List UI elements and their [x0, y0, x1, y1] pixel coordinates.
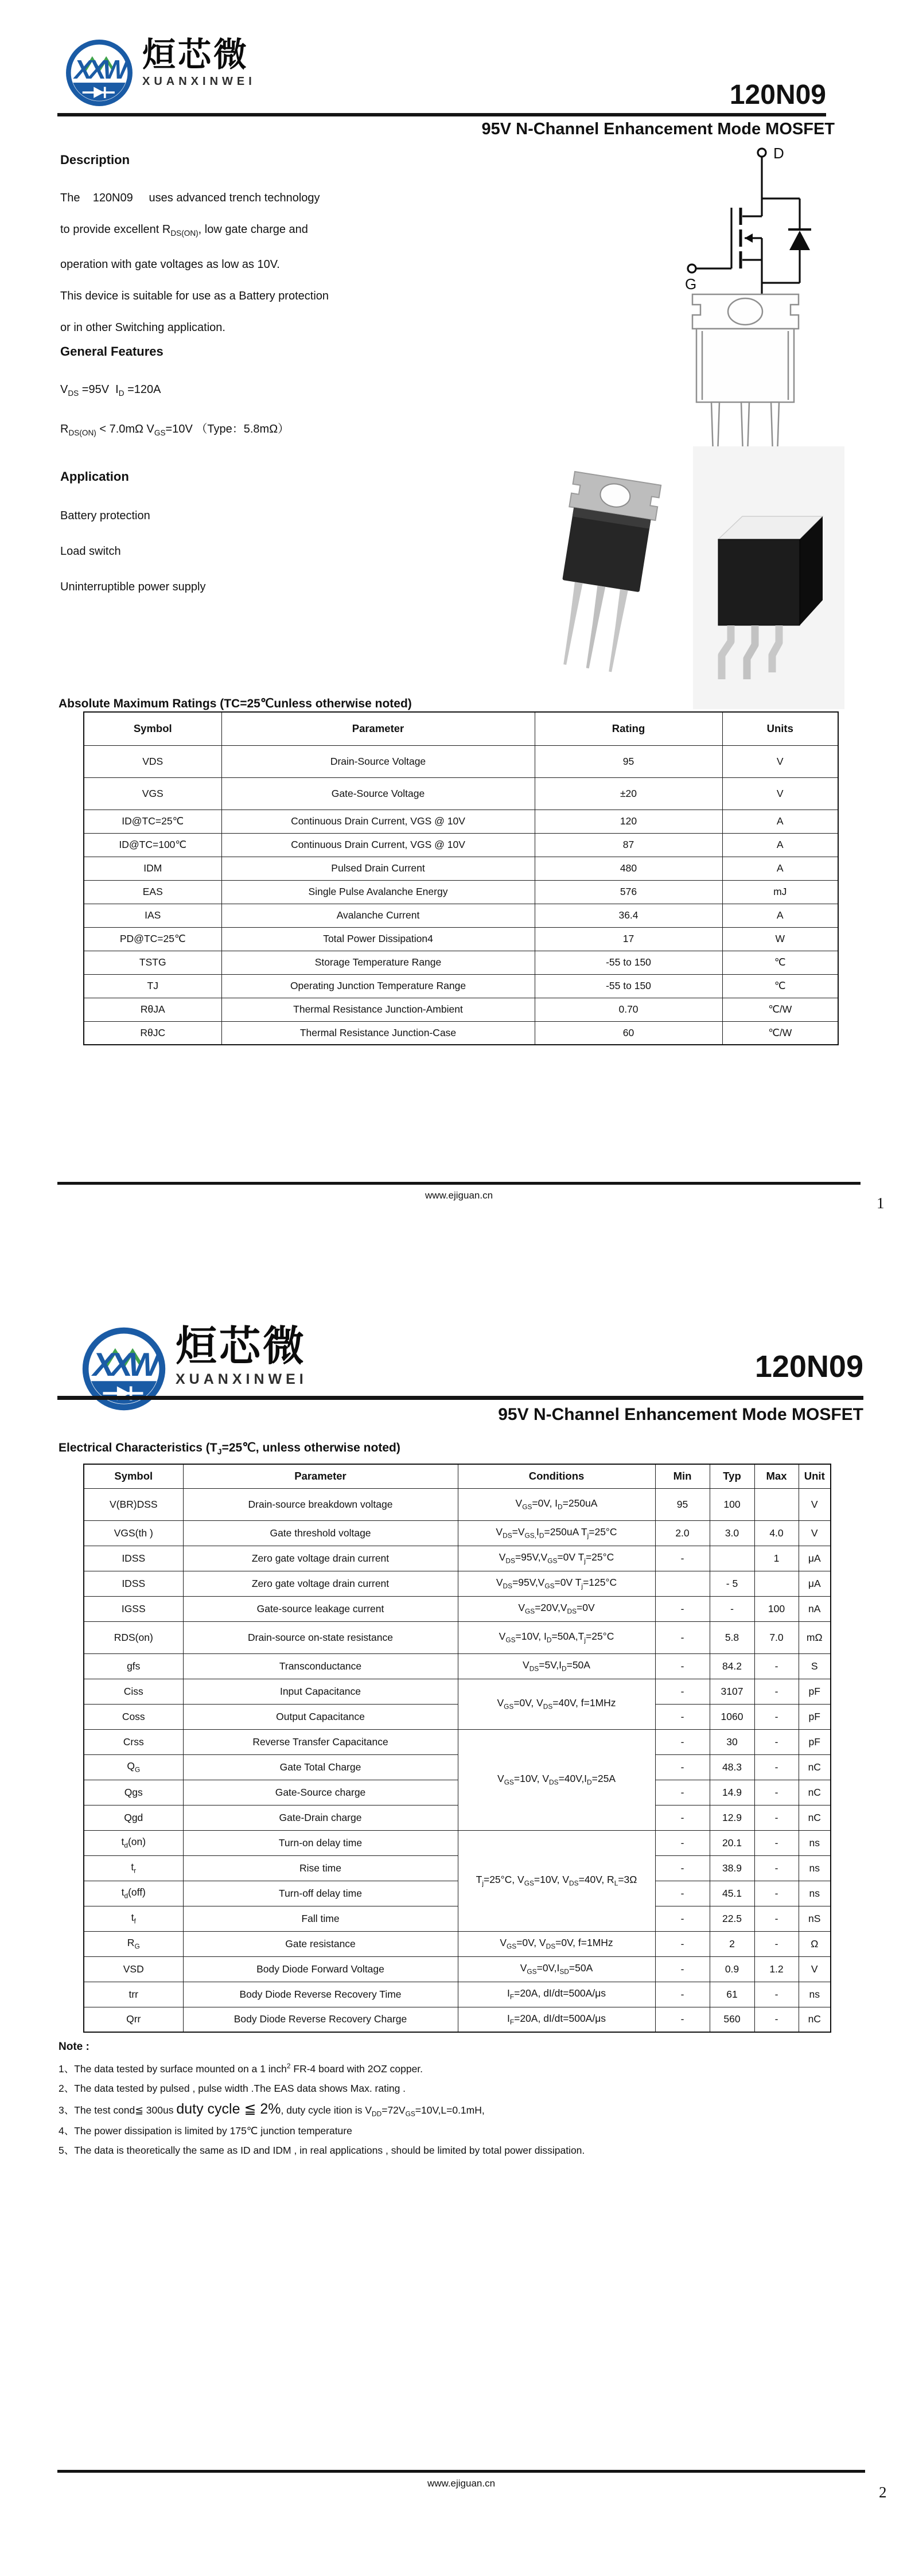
table-header-row: [84, 712, 838, 745]
symbol-cell: VGS: [84, 777, 221, 810]
min-cell: 2.0: [655, 1520, 710, 1546]
table-row: [84, 1621, 831, 1653]
min-cell: -: [655, 1653, 710, 1679]
table-row: [84, 1830, 831, 1855]
min-cell: -: [655, 1546, 710, 1571]
typ-cell: 20.1: [710, 1830, 754, 1855]
symbol-cell: ID@TC=100℃: [84, 833, 221, 857]
table-row: [84, 1931, 831, 1956]
parameter-cell: Zero gate voltage drain current: [183, 1546, 458, 1571]
typ-cell: 5.8: [710, 1621, 754, 1653]
parameter-cell: Avalanche Current: [221, 904, 535, 927]
application-item: Uninterruptible power supply: [60, 581, 206, 593]
parameter-cell: Fall time: [183, 1906, 458, 1931]
table-row: [84, 1520, 831, 1546]
rating-cell: 17: [535, 927, 722, 951]
max-cell: 100: [754, 1596, 799, 1621]
svg-text:XXW: XXW: [74, 54, 124, 84]
max-cell: 7.0: [754, 1621, 799, 1653]
table-row: [84, 1881, 831, 1906]
units-cell: ℃: [722, 951, 838, 974]
table-row: [84, 1704, 831, 1729]
symbol-cell: $t_f$: [84, 1906, 183, 1931]
table-row: [84, 998, 838, 1021]
symbol-cell: TSTG: [84, 951, 221, 974]
part-number-title: 120N09: [754, 1349, 863, 1384]
parameter-cell: Rise time: [183, 1855, 458, 1881]
unit-cell: Ω: [799, 1931, 831, 1956]
unit-cell: nC: [799, 1805, 831, 1830]
rating-cell: 60: [535, 1021, 722, 1045]
table-row: [84, 1982, 831, 2007]
table-row: [84, 1956, 831, 1982]
note-item: 1、The data tested by surface mounted on a 1 inch$^2$ FR-4 board with 2OZ copper.: [59, 2062, 423, 2075]
symbol-cell: $t_d(off)$: [84, 1881, 183, 1906]
footer-rule: [57, 1182, 861, 1185]
table-row: [84, 1488, 831, 1520]
min-cell: -: [655, 1704, 710, 1729]
part-number-title: 120N09: [729, 80, 826, 110]
rating-cell: 480: [535, 857, 722, 880]
table-row: [84, 1679, 831, 1704]
conditions-cell: $V_{DS}=95V,V_{GS}=0V$ $T_j=125^\circ C$: [458, 1571, 655, 1596]
column-header: Unit: [799, 1464, 831, 1488]
typ-cell: 61: [710, 1982, 754, 2007]
table-row: [84, 1596, 831, 1621]
symbol-cell: Ciss: [84, 1679, 183, 1704]
min-cell: -: [655, 1780, 710, 1805]
table-row: [84, 880, 838, 904]
column-header: Symbol: [84, 712, 221, 745]
unit-cell: V: [799, 1956, 831, 1982]
parameter-cell: Drain-Source Voltage: [221, 745, 535, 777]
application-item: Load switch: [60, 545, 121, 558]
parameter-cell: Zero gate voltage drain current: [183, 1571, 458, 1596]
parameter-cell: Total Power Dissipation4: [221, 927, 535, 951]
column-header: Parameter: [183, 1464, 458, 1488]
min-cell: -: [655, 1621, 710, 1653]
description-text: [60, 182, 519, 344]
conditions-cell: $V_{GS}=20V,V_{DS}=0V$: [458, 1596, 655, 1621]
abs-max-table: [83, 711, 839, 1045]
max-cell: -: [754, 1704, 799, 1729]
min-cell: -: [655, 1855, 710, 1881]
conditions-cell: $I_F=20A$, dI/dt=500A/μs: [458, 2007, 655, 2032]
parameter-cell: Gate threshold voltage: [183, 1520, 458, 1546]
max-cell: -: [754, 1855, 799, 1881]
parameter-cell: Gate-Source charge: [183, 1780, 458, 1805]
table-row: [84, 1754, 831, 1780]
units-cell: A: [722, 833, 838, 857]
parameter-cell: Gate resistance: [183, 1931, 458, 1956]
company-logo: [64, 38, 256, 108]
table-row: [84, 1653, 831, 1679]
min-cell: -: [655, 1679, 710, 1704]
unit-cell: pF: [799, 1729, 831, 1754]
unit-cell: ns: [799, 1830, 831, 1855]
symbol-cell: IDSS: [84, 1571, 183, 1596]
rating-cell: 120: [535, 810, 722, 833]
parameter-cell: Gate-Source Voltage: [221, 777, 535, 810]
rating-cell: 36.4: [535, 904, 722, 927]
typ-cell: 48.3: [710, 1754, 754, 1780]
parameter-cell: Continuous Drain Current, VGS @ 10V: [221, 833, 535, 857]
description-line: or in other Switching application.: [60, 321, 225, 334]
typ-cell: 560: [710, 2007, 754, 2032]
feature-line: $R_{DS(ON)} < 7.0m\Omega$ $V_{GS}=10V$ （Type：5.8mΩ）: [60, 423, 290, 437]
max-cell: -: [754, 1780, 799, 1805]
unit-cell: V: [799, 1488, 831, 1520]
abs-max-title: Absolute Maximum Ratings (TC=25℃unless otherwise noted): [59, 697, 412, 710]
parameter-cell: Reverse Transfer Capacitance: [183, 1729, 458, 1754]
symbol-cell: V(BR)DSS: [84, 1488, 183, 1520]
notes-section: [59, 2041, 862, 2162]
drain-label: D: [773, 145, 784, 162]
parameter-cell: Output Capacitance: [183, 1704, 458, 1729]
footer-rule: [57, 2470, 865, 2473]
max-cell: [754, 1488, 799, 1520]
max-cell: -: [754, 1906, 799, 1931]
units-cell: A: [722, 857, 838, 880]
application-heading: Application: [60, 469, 129, 484]
conditions-cell: $V_{DS}=95V,V_{GS}=0V$ $T_j=25^\circ C$: [458, 1546, 655, 1571]
unit-cell: nC: [799, 2007, 831, 2032]
typ-cell: 2: [710, 1931, 754, 1956]
table-row: [84, 2007, 831, 2032]
conditions-cell: $V_{GS}=0V,I_{SD}=50A$: [458, 1956, 655, 1982]
max-cell: -: [754, 1982, 799, 2007]
symbol-cell: gfs: [84, 1653, 183, 1679]
unit-cell: nA: [799, 1596, 831, 1621]
typ-cell: 0.9: [710, 1956, 754, 1982]
symbol-cell: TJ: [84, 974, 221, 998]
conditions-cell: $V_{GS}=0V$, $I_D=250uA$: [458, 1488, 655, 1520]
unit-cell: V: [799, 1520, 831, 1546]
table-row: [84, 927, 838, 951]
min-cell: -: [655, 1956, 710, 1982]
min-cell: -: [655, 1881, 710, 1906]
brand-name-en: XUANXINWEI: [142, 75, 256, 88]
symbol-cell: ID@TC=25℃: [84, 810, 221, 833]
table-row: [84, 833, 838, 857]
brand-name-cn: 烜芯微: [142, 36, 250, 73]
conditions-cell: $T_j=25^\circ C$, $V_{GS}=10V$, $V_{DS}=40V$, $R_L=3\Omega$: [458, 1830, 655, 1931]
max-cell: 1: [754, 1546, 799, 1571]
units-cell: ℃/W: [722, 998, 838, 1021]
table-row: [84, 777, 838, 810]
parameter-cell: Body Diode Reverse Recovery Time: [183, 1982, 458, 2007]
parameter-cell: Pulsed Drain Current: [221, 857, 535, 880]
parameter-cell: Body Diode Forward Voltage: [183, 1956, 458, 1982]
symbol-cell: Qrr: [84, 2007, 183, 2032]
parameter-cell: Turn-off delay time: [183, 1881, 458, 1906]
rating-cell: ±20: [535, 777, 722, 810]
symbol-cell: PD@TC=25℃: [84, 927, 221, 951]
max-cell: -: [754, 1754, 799, 1780]
typ-cell: 30: [710, 1729, 754, 1754]
max-cell: [754, 1571, 799, 1596]
description-line: to provide excellent $R_{DS(ON)}$, low gate charge and: [60, 223, 308, 238]
typ-cell: 1060: [710, 1704, 754, 1729]
unit-cell: nS: [799, 1906, 831, 1931]
feature-line: $V_{DS} =95V$ $I_D =120A$: [60, 383, 161, 398]
brand-name-cn: 烜芯微: [176, 1324, 307, 1369]
unit-cell: mΩ: [799, 1621, 831, 1653]
rating-cell: 0.70: [535, 998, 722, 1021]
parameter-cell: Drain-source breakdown voltage: [183, 1488, 458, 1520]
unit-cell: ns: [799, 1881, 831, 1906]
max-cell: -: [754, 1729, 799, 1754]
table-row: [84, 857, 838, 880]
conditions-cell: $I_F=20A$, dI/dt=500A/μs: [458, 1982, 655, 2007]
symbol-cell: $Q_G$: [84, 1754, 183, 1780]
max-cell: -: [754, 1931, 799, 1956]
symbol-cell: $R_G$: [84, 1931, 183, 1956]
symbol-cell: RθJC: [84, 1021, 221, 1045]
unit-cell: S: [799, 1653, 831, 1679]
note-heading: Note :: [59, 2041, 89, 2053]
min-cell: -: [655, 1931, 710, 1956]
description-line: This device is suitable for use as a Battery protection: [60, 290, 329, 302]
page-number: 1: [877, 1194, 885, 1212]
conditions-cell: $V_{GS}=0V$, $V_{DS}=40V$, f=1MHz: [458, 1679, 655, 1729]
symbol-cell: Crss: [84, 1729, 183, 1754]
rating-cell: -55 to 150: [535, 974, 722, 998]
table-row: [84, 1571, 831, 1596]
symbol-cell: IAS: [84, 904, 221, 927]
symbol-cell: EAS: [84, 880, 221, 904]
table-row: [84, 1021, 838, 1045]
rating-cell: -55 to 150: [535, 951, 722, 974]
electrical-characteristics-table: [83, 1464, 831, 2033]
xxw-logo-icon: [64, 38, 134, 108]
typ-cell: 22.5: [710, 1906, 754, 1931]
description-line: The 120N09 uses advanced trench technology: [60, 192, 320, 204]
table-row: [84, 974, 838, 998]
table-row: [84, 810, 838, 833]
description-heading: Description: [60, 153, 130, 167]
min-cell: -: [655, 1830, 710, 1855]
unit-cell: μA: [799, 1571, 831, 1596]
page-subtitle: 95V N-Channel Enhancement Mode MOSFET: [498, 1405, 863, 1424]
symbol-cell: $t_r$: [84, 1855, 183, 1881]
max-cell: 1.2: [754, 1956, 799, 1982]
min-cell: 95: [655, 1488, 710, 1520]
unit-cell: pF: [799, 1704, 831, 1729]
symbol-cell: VSD: [84, 1956, 183, 1982]
max-cell: -: [754, 1805, 799, 1830]
symbol-cell: RθJA: [84, 998, 221, 1021]
min-cell: -: [655, 1805, 710, 1830]
typ-cell: [710, 1546, 754, 1571]
column-header: Parameter: [221, 712, 535, 745]
unit-cell: ns: [799, 1855, 831, 1881]
typ-cell: 84.2: [710, 1653, 754, 1679]
note-item: 3、The test cond≦ 300us duty cycle ≦ 2%, duty cycle ition is $V_{DD}=72V_{GS}=10V,L=0.1mH$,: [59, 2101, 485, 2118]
table-row: [84, 1729, 831, 1754]
table-row: [84, 904, 838, 927]
symbol-cell: IDSS: [84, 1546, 183, 1571]
rating-cell: 87: [535, 833, 722, 857]
parameter-cell: Continuous Drain Current, VGS @ 10V: [221, 810, 535, 833]
typ-cell: - 5: [710, 1571, 754, 1596]
table-row: [84, 1805, 831, 1830]
units-cell: V: [722, 777, 838, 810]
min-cell: -: [655, 1982, 710, 2007]
note-item: 4、The power dissipation is limited by 175℃ junction temperature: [59, 2124, 352, 2137]
units-cell: ℃: [722, 974, 838, 998]
table-row: [84, 745, 838, 777]
min-cell: [655, 1571, 710, 1596]
min-cell: -: [655, 1729, 710, 1754]
package-photos: [539, 442, 849, 734]
unit-cell: ns: [799, 1982, 831, 2007]
min-cell: -: [655, 1906, 710, 1931]
symbol-cell: IGSS: [84, 1596, 183, 1621]
header-rule: [57, 113, 826, 116]
parameter-cell: Single Pulse Avalanche Energy: [221, 880, 535, 904]
parameter-cell: Storage Temperature Range: [221, 951, 535, 974]
conditions-cell: $V_{GS}=10V$, $V_{DS}=40V,I_D=25A$: [458, 1729, 655, 1830]
unit-cell: nC: [799, 1780, 831, 1805]
symbol-cell: VDS: [84, 745, 221, 777]
parameter-cell: Transconductance: [183, 1653, 458, 1679]
min-cell: -: [655, 2007, 710, 2032]
note-item: 2、The data tested by pulsed , pulse width .The EAS data shows Max. rating .: [59, 2083, 406, 2094]
header-rule: [57, 1396, 863, 1400]
max-cell: -: [754, 2007, 799, 2032]
conditions-cell: $V_{GS}=0V$, $V_{DS}=0V$, f=1MHz: [458, 1931, 655, 1956]
table-row: [84, 1906, 831, 1931]
footer-url: www.ejiguan.cn: [425, 1190, 493, 1201]
typ-cell: 100: [710, 1488, 754, 1520]
parameter-cell: Thermal Resistance Junction-Case: [221, 1021, 535, 1045]
table-row: [84, 1780, 831, 1805]
unit-cell: μA: [799, 1546, 831, 1571]
column-header: Typ: [710, 1464, 754, 1488]
typ-cell: -: [710, 1596, 754, 1621]
page-number: 2: [879, 2484, 887, 2501]
column-header: Symbol: [84, 1464, 183, 1488]
parameter-cell: Turn-on delay time: [183, 1830, 458, 1855]
units-cell: A: [722, 810, 838, 833]
description-line: operation with gate voltages as low as 10V.: [60, 258, 280, 271]
gate-label: G: [685, 275, 697, 293]
brand-name-en: XUANXINWEI: [176, 1371, 307, 1387]
units-cell: ℃/W: [722, 1021, 838, 1045]
typ-cell: 45.1: [710, 1881, 754, 1906]
conditions-cell: $V_{DS}=5V,I_D=50A$: [458, 1653, 655, 1679]
max-cell: -: [754, 1881, 799, 1906]
max-cell: -: [754, 1830, 799, 1855]
units-cell: A: [722, 904, 838, 927]
page-2: [0, 1288, 911, 2576]
footer-url: www.ejiguan.cn: [427, 2478, 496, 2489]
units-cell: W: [722, 927, 838, 951]
parameter-cell: Gate-source leakage current: [183, 1596, 458, 1621]
unit-cell: pF: [799, 1679, 831, 1704]
conditions-cell: $V_{GS}=10V$, $I_D=50A,T_j=25^\circ C$: [458, 1621, 655, 1653]
unit-cell: nC: [799, 1754, 831, 1780]
elec-char-title: Electrical Characteristics ($T_J=25℃$, unless otherwise noted): [59, 1441, 400, 1457]
symbol-cell: trr: [84, 1982, 183, 2007]
table-header-row: [84, 1464, 831, 1488]
table-row: [84, 951, 838, 974]
general-features-text: [60, 372, 519, 451]
symbol-cell: Coss: [84, 1704, 183, 1729]
units-cell: mJ: [722, 880, 838, 904]
table-row: [84, 1546, 831, 1571]
typ-cell: 14.9: [710, 1780, 754, 1805]
svg-text:XXW: XXW: [92, 1347, 155, 1384]
max-cell: 4.0: [754, 1520, 799, 1546]
note-item: 5、The data is theoretically the same as ID and IDM , in real applications , should be limited by total power dissipation.: [59, 2144, 585, 2156]
max-cell: -: [754, 1653, 799, 1679]
column-header: Min: [655, 1464, 710, 1488]
symbol-cell: Qgd: [84, 1805, 183, 1830]
page-subtitle: 95V N-Channel Enhancement Mode MOSFET: [481, 120, 835, 138]
parameter-cell: Gate Total Charge: [183, 1754, 458, 1780]
table-row: [84, 1855, 831, 1881]
column-header: Conditions: [458, 1464, 655, 1488]
typ-cell: 12.9: [710, 1805, 754, 1830]
typ-cell: 3107: [710, 1679, 754, 1704]
typ-cell: 3.0: [710, 1520, 754, 1546]
symbol-cell: Qgs: [84, 1780, 183, 1805]
rating-cell: 95: [535, 745, 722, 777]
symbol-cell: $t_d(on)$: [84, 1830, 183, 1855]
general-features-heading: General Features: [60, 344, 163, 359]
application-list: [60, 498, 519, 605]
min-cell: -: [655, 1596, 710, 1621]
column-header: Rating: [535, 712, 722, 745]
to220-photo: [545, 472, 661, 675]
symbol-cell: IDM: [84, 857, 221, 880]
symbol-cell: RDS(on): [84, 1621, 183, 1653]
max-cell: -: [754, 1679, 799, 1704]
conditions-cell: $V_{DS}=V_{GS,}I_D=250uA$ $T_j=25^\circ C$: [458, 1520, 655, 1546]
symbol-cell: VGS(th ): [84, 1520, 183, 1546]
parameter-cell: Input Capacitance: [183, 1679, 458, 1704]
application-item: Battery protection: [60, 509, 150, 522]
units-cell: V: [722, 745, 838, 777]
parameter-cell: Drain-source on-state resistance: [183, 1621, 458, 1653]
column-header: Max: [754, 1464, 799, 1488]
parameter-cell: Thermal Resistance Junction-Ambient: [221, 998, 535, 1021]
parameter-cell: Operating Junction Temperature Range: [221, 974, 535, 998]
rating-cell: 576: [535, 880, 722, 904]
parameter-cell: Body Diode Reverse Recovery Charge: [183, 2007, 458, 2032]
min-cell: -: [655, 1754, 710, 1780]
parameter-cell: Gate-Drain charge: [183, 1805, 458, 1830]
typ-cell: 38.9: [710, 1855, 754, 1881]
column-header: Units: [722, 712, 838, 745]
